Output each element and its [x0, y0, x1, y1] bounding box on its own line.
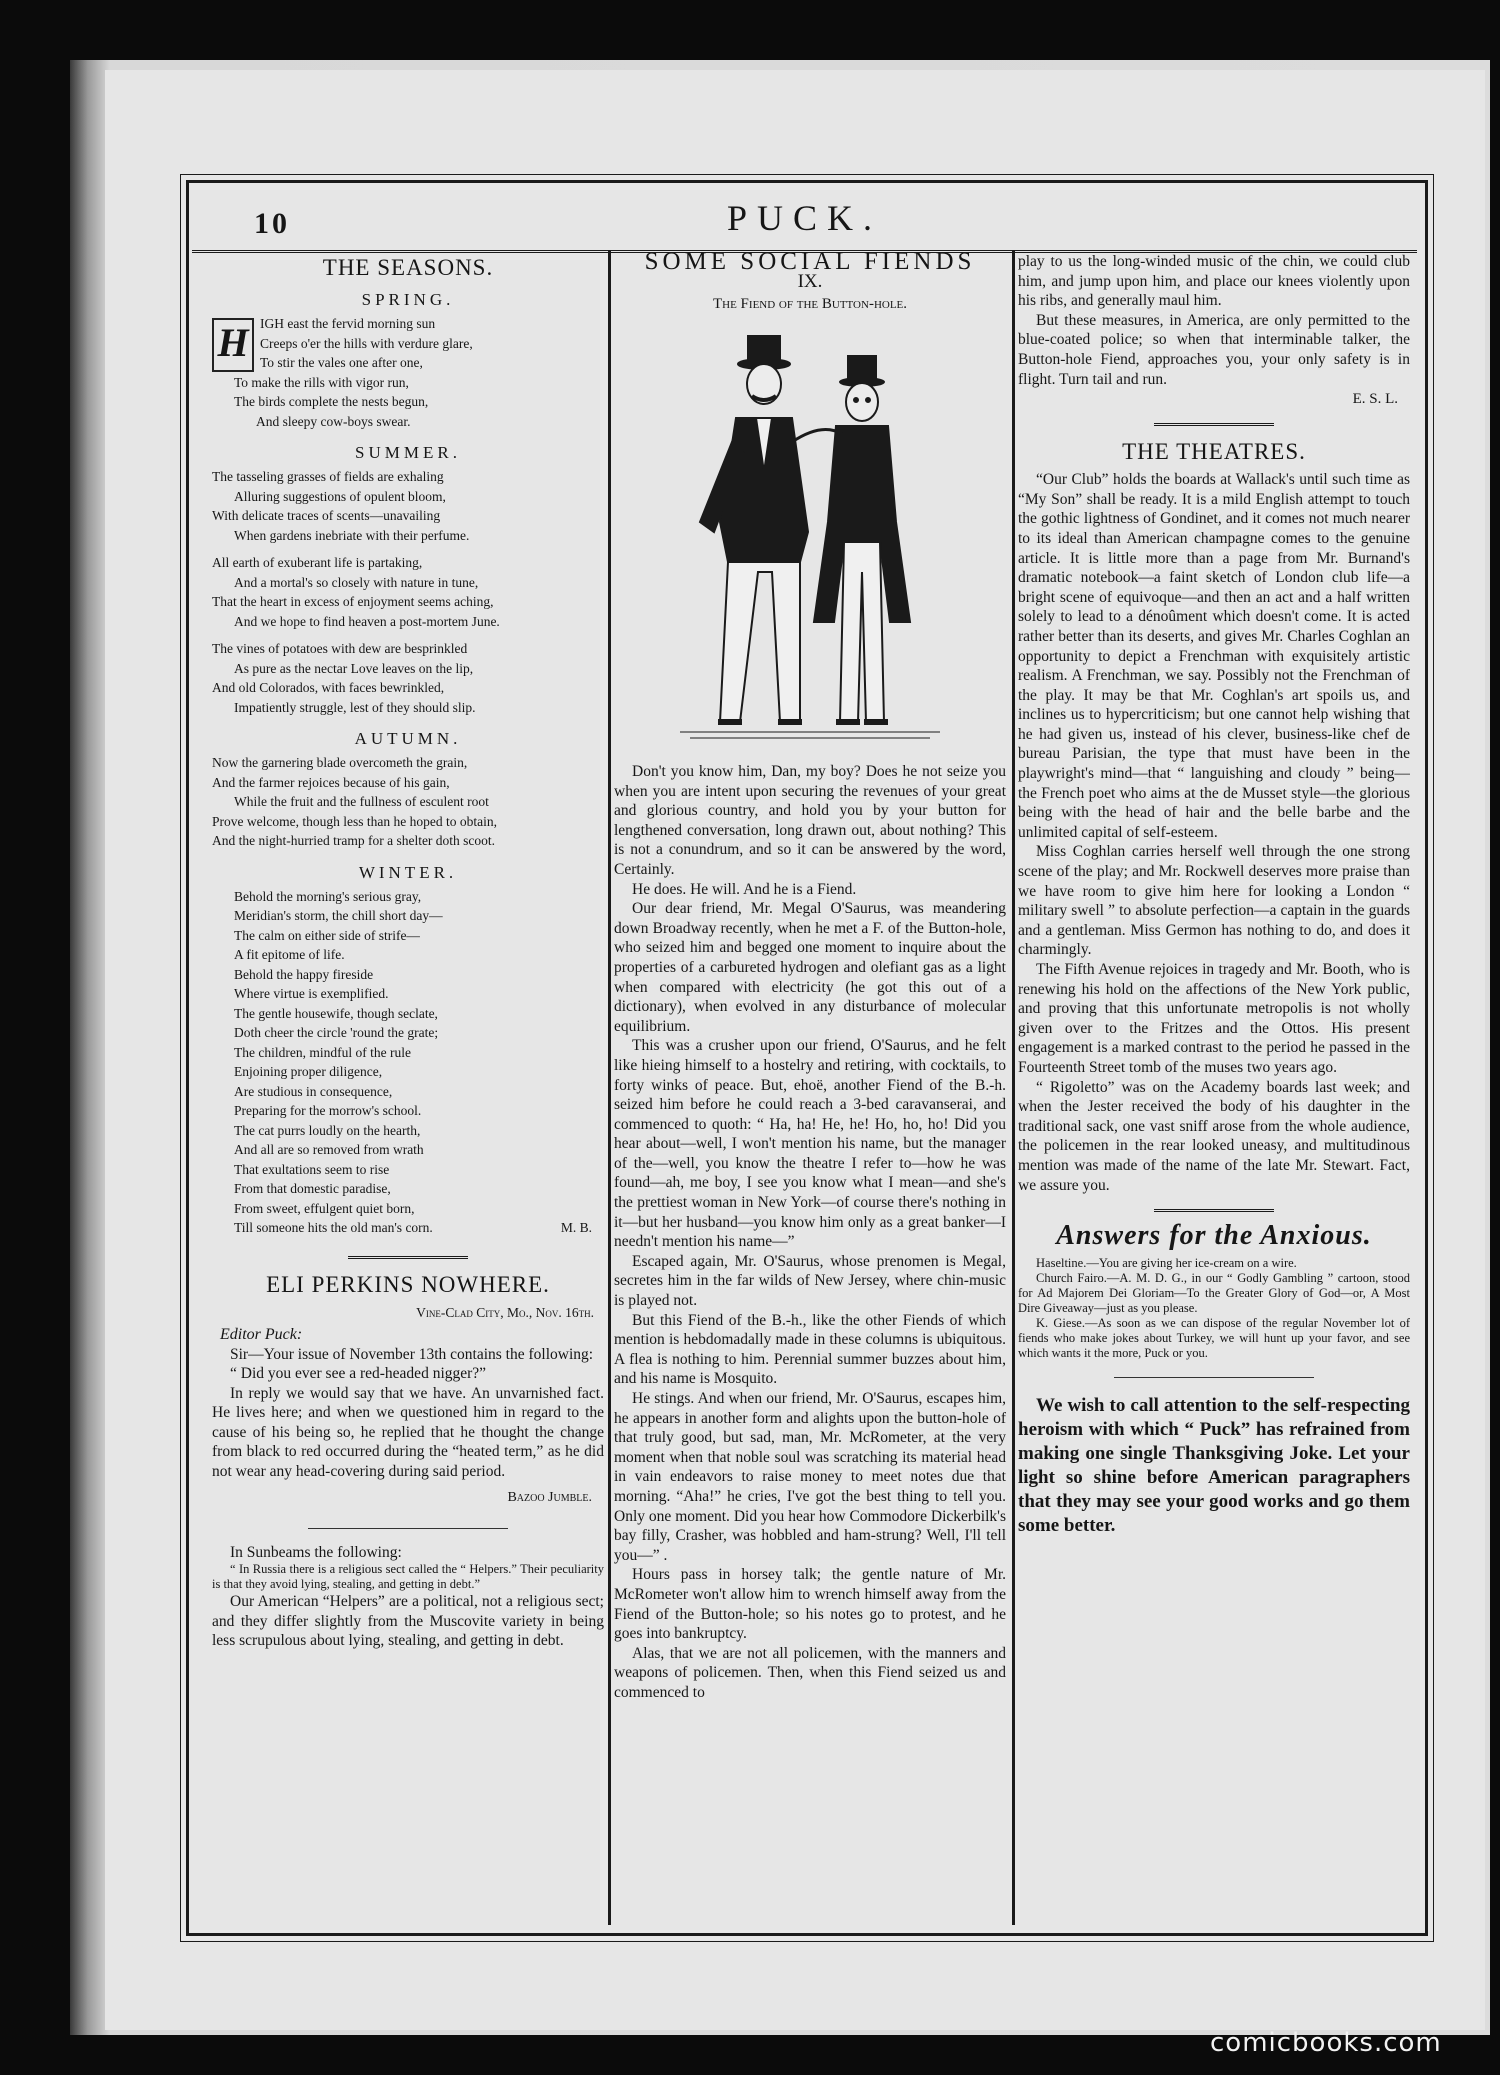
masthead: PUCK.	[726, 198, 883, 238]
poem-line: While the fruit and the fullness of esculent root	[234, 794, 489, 809]
fiends-paragraph: Hours pass in horsey talk; the gentle nature of Mr. McRometer won't allow him to wrench himself away from the Fiend of the Button-hole; so his notes go to protest, and he goes into bankruptcy.	[614, 1566, 1006, 1643]
autumn-poem	[212, 753, 604, 851]
winter-heading: WINTER.	[358, 862, 458, 882]
fiends-paragraph: He does. He will. And he is a Fiend.	[632, 880, 857, 898]
theatres-paragraph: “ Rigoletto” was on the Academy boards last week; and when the Jester received the body of his daughter in the traditional sack, one vast sniff arose from the whole audience, the policemen in the rear looked uneasy, and multitudinous mention was made of the name of the late Mr. Stewart. Fact, we assure you.	[1018, 1078, 1410, 1194]
poem-line: And sleepy cow-boys swear.	[256, 413, 411, 429]
winter-poem	[212, 887, 604, 1238]
poem-line: When gardens inebriate with their perfume.	[234, 527, 470, 543]
poem-line: And we hope to find heaven a post-mortem June.	[234, 613, 500, 629]
section-divider	[1154, 1209, 1274, 1212]
autumn-heading: AUTUMN.	[354, 729, 462, 748]
poem-line: Impatiently struggle, lest of they should slip.	[234, 699, 476, 715]
fiends-subtitle: The Fiend of the Button-hole.	[712, 296, 908, 312]
poem-line: From sweet, effulgent quiet born,	[234, 1200, 415, 1216]
poem-line: To make the rills with vigor run,	[234, 374, 409, 390]
poem-line: That exultations seem to rise	[234, 1161, 390, 1177]
eli-paragraph: In reply we would say that we have. An unvarnished fact. He lives here; and when we questioned him in regard to the cause of his being so, he replied that he thought the change from black to red occurred during the “heated term,” as he did not wear any head-covering during said period.	[212, 1384, 604, 1481]
poem-line: IGH east the fervid morning sun	[260, 316, 436, 331]
theatres-paragraph: Miss Coghlan carries herself well through the one strong scene of the play; and Mr. Rockwell deserves more praise than we have room to give him here for looking a London “ military swell ” to absolute perfection—a captain in the guards and a gentleman. Miss Germon has nothing to do, and does it charmingly.	[1018, 843, 1410, 959]
eli-title: ELI PERKINS NOWHERE.	[266, 1271, 550, 1297]
watermark: comicbooks.com	[1210, 2028, 1442, 2058]
poem-line: To stir the vales one after one,	[260, 355, 423, 370]
poem-line: Doth cheer the circle 'round the grate;	[234, 1025, 439, 1040]
answers-item: K. Giese.—As soon as we can dispose of the regular November lot of fiends who make jokes about Turkey, we will hunt up your favor, and see which wants it the more, Puck or you.	[1018, 1316, 1410, 1361]
fiends-paragraph: Don't you know him, Dan, my boy? Does he not seize you when you are intent upon securing the revenues of your great and glorious country, and hold you by your button for lengthened conversation, long drawn out, about nothing? This is not a conundrum, and so it can be answered by the word, Certainly.	[614, 763, 1006, 878]
poem-line: Behold the morning's serious gray,	[234, 888, 422, 904]
eli-paragraph: “ Did you ever see a red-headed nigger?”	[230, 1365, 487, 1383]
theatres-title: THE THEATRES.	[1122, 439, 1306, 465]
spring-poem	[212, 314, 604, 431]
fiends-paragraph: This was a crusher upon our friend, O'Saurus, and he felt like hieing himself to a hostelry and retiring, with cocktails, to forty winks of peace. But, ehoë, another Fiend of the B.-h. seized him before he could reach a 3-bed caravanserai, and commenced to quoth: “ Ha, ha! He, he! Ho, ho, ho! Did you hear about—well, I won't mention his name, but the manager of the—well, you know the theatre I refer to—how he was found—ah, me boy, I see you know what I mean—and she's the prettiest woman in New York—of course there's nothing in it—but her husband—you know him only as a great banker—I needn't mention his name—”	[614, 1037, 1006, 1251]
poem-line: Preparing for the morrow's school.	[234, 1103, 422, 1118]
answers-item: Church Fairo.—A. M. D. G., in our “ Godly Gambling ” cartoon, stood for Ad Majorem Dei Gloriam—To the Greater Glory of God—or, A Most Dire Giveaway—just as you please.	[1018, 1271, 1410, 1316]
eli-paragraph: Sir—Your issue of November 13th contains the following:	[230, 1345, 594, 1363]
dropcap-letter: H	[212, 318, 254, 372]
eli-paragraph: Our American “Helpers” are a political, not a religious sect; and they differ slightly from the Muscovite variety in being less scrupulous about lying, stealing, and getting in debt.	[212, 1593, 604, 1650]
answers-title: Answers for the Anxious.	[1056, 1220, 1372, 1252]
poem-line: From that domestic paradise,	[234, 1181, 391, 1196]
poem-line: And all are so removed from wrath	[234, 1142, 424, 1157]
fiends-paragraph: Escaped again, Mr. O'Saurus, whose prenomen is Megal, secretes him in the far wilds of New Jersey, where chin-music is played not.	[614, 1252, 1006, 1310]
fiends-paragraph: He stings. And when our friend, Mr. O'Saurus, escapes him, he appears in another form and alights upon the button-hole of that truly good, but sad, man, Mr. McRometer, at the very moment when that noble soul was scratching its material head in vain endeavors to raise money to meet notes due that morning. “Aha!” he cries, I've got the best thing to tell you. Only one moment. Did you hear how Commodore Dickerbilk's bay filly, Crasher, was hobbled and ham-strung? Well, I'll tell you—” .	[614, 1390, 1006, 1564]
fiends-title: SOME SOCIAL FIENDS	[644, 252, 976, 275]
spring-heading: SPRING.	[361, 290, 455, 309]
column-rule-left	[608, 250, 611, 1925]
column-middle	[614, 252, 1006, 2075]
poem-line: Where virtue is exemplified.	[234, 986, 389, 1001]
column-right	[1018, 252, 1410, 2075]
poem-line: All earth of exuberant life is partaking,	[212, 555, 423, 570]
theatres-paragraph: “Our Club” holds the boards at Wallack's until such time as “My Son” shall be ready. It is a mild English attempt to touch the gothic lightness of Gondinet, and it comes not much nearer to its ideal than American champagne comes to the genuine article. It is little more than a page from Mr. Burnand's dramatic notebook—a faint sketch of London club life—a bright scene of equivoque—and then an act and a half written solely to lead to a dénoûment which doesn't come. It is acted rather better than its deserts, and gives Mr. Charles Coghlan an opportunity to depict a Frenchman with exquisitely artistic realism. A Frenchman, we say. Possibly not the Frenchman of the play. It may be that Mr. Coghlan's art spoils us, and inclines us to hypercriticism; but one cannot help wishing that he had given us, instead of his clever, business-like chef de bureau Parisian, the type that must have been in the playwright's mind—that “ languishing and cloudy ” being—the French poet who aims at the de Musset style—the glorious being with the head of hair and the belle barbe and the unlimited capital of self-esteem.	[1018, 471, 1410, 841]
poem-line: The tasseling grasses of fields are exhaling	[212, 469, 444, 484]
poem-line: Are studious in consequence,	[234, 1083, 393, 1099]
answers-item: Haseltine.—You are giving her ice-cream on a wire.	[1036, 1256, 1297, 1271]
fiends-continued: play to us the long-winded music of the chin, we could club him, and jump upon him, and place our knees violently upon his ribs, and generally maul him.	[1018, 253, 1410, 310]
eli-dateline: Vine-Clad City, Mo., Nov. 16th.	[416, 1304, 594, 1320]
fiends-paragraph: Alas, that we are not all policemen, with the manners and weapons of policemen. Then, when this Fiend seized us and commenced to	[614, 1644, 1006, 1701]
poem-line: Meridian's storm, the chill short day—	[234, 908, 443, 923]
poem-line: As pure as the nectar Love leaves on the lip,	[234, 660, 474, 676]
summer-poem	[212, 467, 604, 717]
eli-signature: Bazoo Jumble.	[507, 1489, 592, 1505]
poem-line-last	[212, 1218, 604, 1238]
poem-signature: M. B.	[560, 1220, 592, 1235]
section-divider	[1114, 1377, 1314, 1378]
summer-heading: SUMMER.	[355, 443, 461, 462]
eli-salutation: Editor Puck:	[220, 1325, 303, 1343]
poem-line: The birds complete the nests begun,	[234, 394, 429, 409]
poem-line: Now the garnering blade overcometh the grain,	[212, 755, 468, 770]
section-divider	[348, 1256, 468, 1259]
eli-quote: “ In Russia there is a religious sect called the “ Helpers.” Their peculiarity is that they avoid lying, stealing, and getting in debt.”	[212, 1562, 604, 1592]
column-left	[212, 252, 604, 2075]
fiends-signature: E. S. L.	[1352, 391, 1398, 408]
eli-paragraph: In Sunbeams the following:	[230, 1543, 402, 1561]
poem-line: Till someone hits the old man's corn.	[234, 1220, 433, 1235]
fiends-paragraph: But this Fiend of the B.-h., like the other Fiends of which mention is hebdomadally made in these columns is ubiquitous. A flea is nothing to him. Perennial summer buzzes about him, and his name is Mosquito.	[614, 1311, 1006, 1388]
poem-line: And old Colorados, with faces bewrinkled,	[212, 680, 445, 695]
poem-line: The gentle housewife, though seclate,	[234, 1005, 438, 1021]
poem-line: That the heart in excess of enjoyment seems aching,	[212, 594, 494, 609]
section-divider	[1154, 423, 1274, 426]
poem-line: And the night-hurried tramp for a shelter doth scoot.	[212, 833, 496, 848]
poem-line: The vines of potatoes with dew are besprinkled	[212, 641, 468, 656]
poem-line: And a mortal's so closely with nature in tune,	[234, 574, 479, 590]
poem-line: The calm on either side of strife—	[234, 927, 420, 943]
fiends-paragraph: But these measures, in America, are only permitted to the blue-coated police; so when that interminable talker, the Button-hole Fiend, approaches you, your only safety is in flight. Turn tail and run.	[1018, 311, 1410, 388]
poem-line: The cat purrs loudly on the hearth,	[234, 1122, 421, 1138]
poem-line: And the farmer rejoices because of his gain,	[212, 774, 450, 790]
section-divider	[308, 1528, 508, 1529]
fiends-number: IX.	[797, 271, 823, 292]
poem-line: Behold the happy fireside	[234, 966, 374, 982]
poem-line: A fit epitome of life.	[234, 947, 345, 962]
page-number: 10	[254, 207, 290, 240]
poem-line: Creeps o'er the hills with verdure glare,	[260, 335, 473, 351]
page-header	[192, 195, 1417, 253]
poem-line: Alluring suggestions of opulent bloom,	[234, 488, 446, 504]
theatres-paragraph: The Fifth Avenue rejoices in tragedy and Mr. Booth, who is renewing his hold on the affections of the New York public, and proving that this unfortunate metropolis is not wholly given over to the Fritzes and the Ottos. His present engagement is a marked contrast to the period he passed in the Fourteenth Street tomb of the muses two years ago.	[1018, 961, 1410, 1076]
cartoon-illustration	[640, 322, 980, 752]
thanksgiving-announcement: We wish to call attention to the self-respecting heroism with which “ Puck” has refrained from making one single Thanksgiving Joke. Let your light so shine before American paragraphers that they may see your good works and go them some better.	[1018, 1395, 1410, 1537]
column-rule-right	[1012, 250, 1015, 1925]
poem-line: The children, mindful of the rule	[234, 1044, 411, 1060]
fiends-paragraph: Our dear friend, Mr. Megal O'Saurus, was meandering down Broadway recently, when he met a F. of the Button-hole, who seized him and begged one moment to inquire about the properties of a carbureted hydrogen and olefiant gas as a light when compared with electricity (he got this out of a dictionary), when evolved in any disturbance of molecular equilibrium.	[614, 900, 1006, 1035]
poem-line: With delicate traces of scents—unavailing	[212, 508, 441, 523]
poem-line: Prove welcome, though less than he hoped to obtain,	[212, 813, 497, 829]
poem-line: Enjoining proper diligence,	[234, 1064, 383, 1079]
seasons-title: THE SEASONS.	[322, 255, 494, 280]
